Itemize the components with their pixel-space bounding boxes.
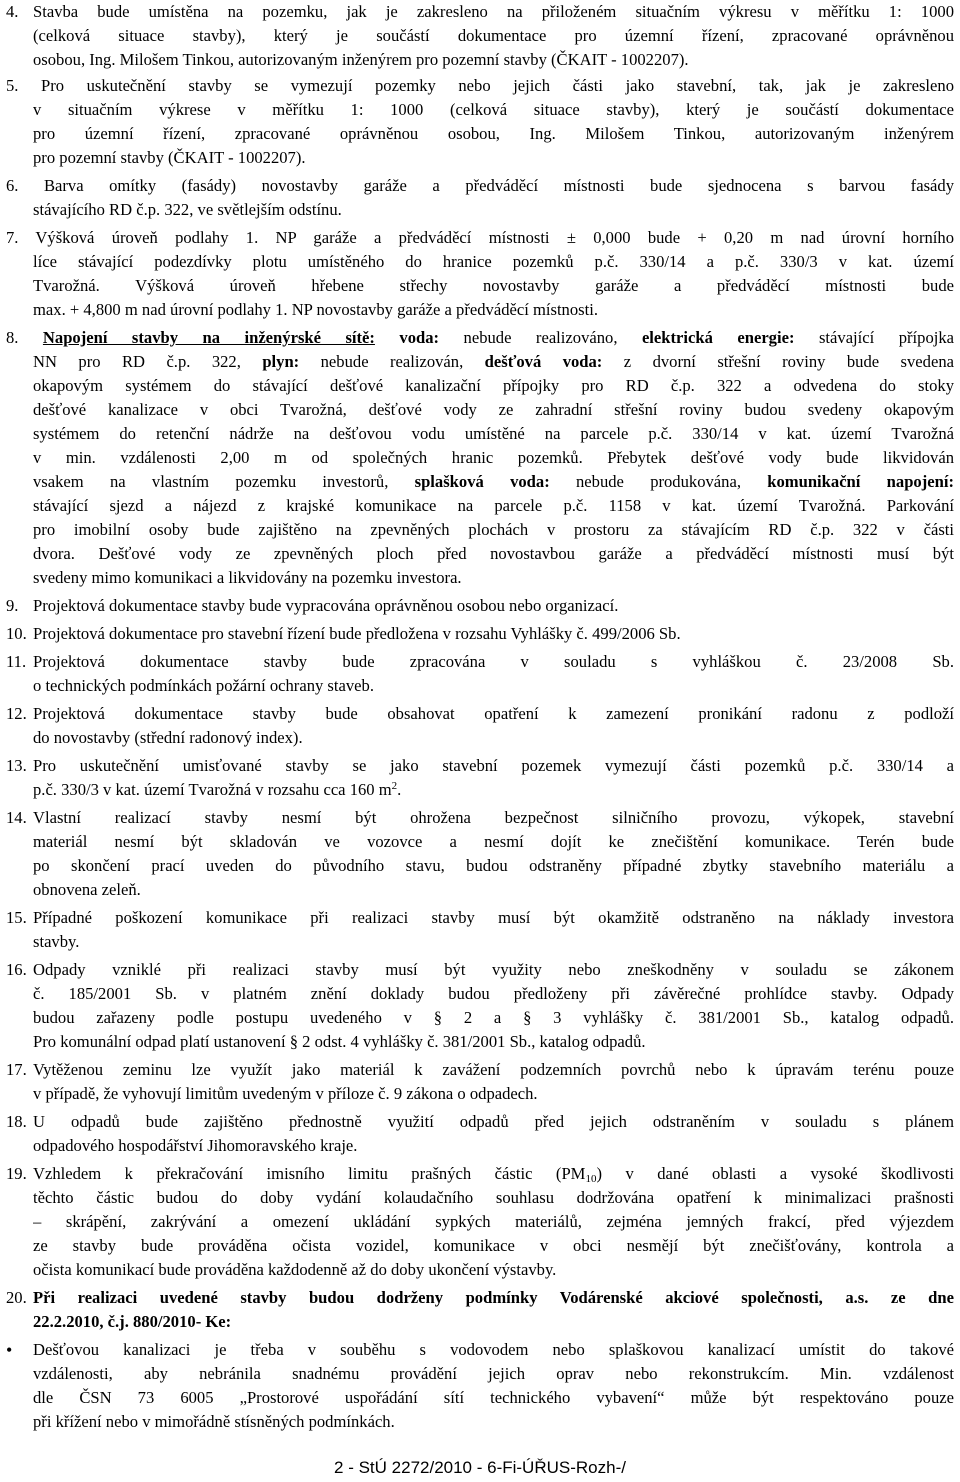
text-line: Vzhledem k překračování imisního limitu prašných částic $(PM_{10})$ v dané oblasti a vysoké škodlivosti [33, 1164, 954, 1185]
text-line: při křížení nebo v mimořádně stísněných podmínkách. [33, 1412, 395, 1431]
text-line: p.č. 330/3 v kat. území Tvarožná v rozsahu cca 160 $m^2$. [33, 780, 402, 799]
text-line: svedeny mimo komunikaci a likvidovány na pozemku investora. [33, 568, 462, 587]
text-line: líce stávající podezdívky plotu umístěného do hranice pozemků p.č. 330/14 a p.č. 330/3 v kat. území [33, 252, 954, 271]
text-line: odpadového hospodářství Jihomoravského kraje. [33, 1136, 358, 1155]
text-line: Stavba bude umístěna na pozemku, jak je zakresleno na přiloženém situačním výkresu v měřítku 1: 1000 [33, 2, 954, 21]
bullet-icon: • [6, 1340, 13, 1360]
text-line: Vlastní realizací stavby nesmí být ohrožena bezpečnost silničního provozu, výkopek, stavební [33, 808, 954, 827]
text-line: osobou, Ing. Milošem Tinkou, autorizovaným inženýrem pro pozemní stavby (ČKAIT - 1002207). [33, 50, 689, 69]
text-line: 5. Pro uskutečnění stavby se vymezují pozemky nebo jejich části jako stavební, tak, jak je zakresleno [6, 76, 954, 95]
text-line: očista komunikací bude prováděna každodenně až do doby ukončení výstavby. [33, 1260, 557, 1279]
text-line: Projektová dokumentace stavby bude vypracována oprávněnou osobou nebo organizací. [33, 596, 619, 615]
item-number: 15. [6, 908, 27, 927]
text-line: Odpady vzniklé při realizaci stavby musí být využity nebo zneškodněny v souladu se zákonem [33, 960, 954, 979]
text-line: dvora. Dešťové vody ze zpevněných ploch před novostavbou garáže a předváděcí místnosti musí být [33, 544, 954, 563]
text-line: max. + 4,800 m nad úrovní podlahy 1. NP novostavby garáže a předváděcí místnosti. [33, 300, 598, 319]
item-number: 14. [6, 808, 27, 827]
text-line: v situačním výkrese v měřítku 1: 1000 (celková situace stavby), který je součástí dokumentace [33, 100, 954, 119]
text-line: NN pro RD č.p. 322, plyn: nebude realizován, dešťová voda: z dvorní střešní roviny bude svedena [33, 352, 954, 371]
text-line: 8. Napojení stavby na inženýrské sítě: voda: nebude realizováno, elektrická energie: stávající přípojka [6, 328, 954, 347]
text-line: v min. vzdálenosti 2,00 m od společných hranic pozemků. Přebytek dešťové vody bude likvidován [33, 448, 954, 467]
text-line: ze stavby bude prováděna očista vozidel, komunikace v obci nesmějí být znečišťovány, kontrola a [33, 1236, 954, 1255]
item-number: 10. [6, 624, 27, 643]
text-line: stávajícího RD č.p. 322, ve světlejším odstínu. [33, 200, 342, 219]
text-line: Vytěženou zeminu lze využít jako materiál k zavážení podzemních povrchů nebo k úpravám terénu pouze [33, 1060, 954, 1079]
item-number: 16. [6, 960, 27, 979]
text-line: okapovým systémem do stávající dešťové kanalizační přípojky pro RD č.p. 322 a odvedena do stoky [33, 376, 954, 395]
item-number: 20. [6, 1288, 27, 1307]
text-line: pro imobilní osoby bude zajištěno na zpevněných plochách v prostoru za stávajícím RD č.p. 322 v části [33, 520, 954, 539]
page-footer: 2 - StÚ 2272/2010 - 6-Fi-ÚŘUS-Rozh-/ [334, 1458, 626, 1477]
text-line: dešťové kanalizace v obci Tvarožná, dešťové vody ze zahradní střešní roviny budou svedeny okapovým [33, 400, 954, 419]
text-line: Pro uskutečnění umisťované stavby se jako stavební pozemek vymezují části pozemků p.č. 330/14 a [33, 756, 954, 775]
item-number: 4. [6, 2, 19, 21]
text-line: těchto částic budou do doby vydání kolaudačního souhlasu dodržována opatření k minimalizaci prašnosti [33, 1188, 954, 1207]
item-number: 19. [6, 1164, 27, 1183]
text-line: 22.2.2010, č.j. 880/2010- Ke: [33, 1312, 232, 1331]
text-line: vzdálenosti, aby nebránila snadnému provádění jejich oprav nebo rekonstrukcím. Min. vzdálenost [33, 1364, 954, 1383]
text-line: v případě, že vyhovují limitům uvedeným v příloze č. 9 zákona o odpadech. [33, 1084, 538, 1103]
text-line: Projektová dokumentace stavby bude obsahovat opatření k zamezení pronikání radonu z podloží [33, 704, 954, 723]
text-line: dle ČSN 73 6005 „Prostorové uspořádání sítí technického vybavení“ může být respektováno pouze [33, 1388, 954, 1407]
item-number: 17. [6, 1060, 27, 1079]
item-number: 13. [6, 756, 27, 775]
text-line: pro pozemní stavby (ČKAIT - 1002207). [33, 148, 306, 167]
text-line: po skončení prací uveden do původního stavu, budou odstraněny případné zbytky stavebního materiálu a [33, 856, 954, 875]
text-line: budou zařazeny podle postupu uvedeného v § 2 a § 3 vyhlášky č. 381/2001 Sb., katalog odpadů. [33, 1008, 954, 1027]
text-line: materiál nesmí být skladován ve vozovce a nesmí dojít ke znečištění komunikace. Terén bude [33, 832, 954, 851]
text-line: (celková situace stavby), který je součástí dokumentace pro územní řízení, zpracované oprávněnou [33, 26, 954, 45]
text-line: stavby. [33, 932, 80, 951]
text-line: Projektová dokumentace pro stavební řízení bude předložena v rozsahu Vyhlášky č. 499/2006 Sb. [33, 624, 681, 643]
text-line: 6. Barva omítky (fasády) novostavby garáže a předváděcí místnosti bude sjednocena s barvou fasády [6, 176, 954, 195]
text-line: pro územní řízení, zpracované oprávněnou osobou, Ing. Milošem Tinkou, autorizovaným inženýrem [33, 124, 954, 143]
text-line: U odpadů bude zajištěno přednostně využití odpadů před jejich odstraněním v souladu s plánem [33, 1112, 954, 1131]
item-number: 12. [6, 704, 27, 723]
text-line: Případné poškození komunikace při realizaci stavby musí být okamžitě odstraněno na náklady investora [33, 908, 954, 927]
text-line: o technických podmínkách požární ochrany staveb. [33, 676, 374, 695]
item-number: 9. [6, 596, 19, 615]
text-line: Pro komunální odpad platí ustanovení § 2 odst. 4 vyhlášky č. 381/2001 Sb., katalog odpadů. [33, 1032, 646, 1051]
text-line: Projektová dokumentace stavby bude zpracována v souladu s vyhláškou č. 23/2008 Sb. [33, 652, 954, 671]
text-line: č. 185/2001 Sb. v platném znění doklady budou předloženy při závěrečné prohlídce stavby. Odpady [33, 984, 954, 1003]
text-line: Tvarožná. Výšková úroveň hřebene střechy novostavby garáže a předváděcí místnosti bude [33, 276, 954, 295]
text-line: 7. Výšková úroveň podlahy 1. NP garáže a předváděcí místnosti ± 0,000 bude + 0,20 m nad úrovní horního [6, 228, 954, 247]
text-line: do novostavby (střední radonový index). [33, 728, 303, 747]
text-line: stávající sjezd a nájezd z krajské komunikace na parcele p.č. 1158 v kat. území Tvarožná. Parkování [33, 496, 954, 515]
text-line: vsakem na vlastním pozemku investorů, splašková voda: nebude produkována, komunikační napojení: [33, 472, 954, 491]
text-line: Při realizaci uvedené stavby budou dodrženy podmínky Vodárenské akciové společnosti, a.s. ze dne [33, 1288, 954, 1307]
text-line: Dešťovou kanalizaci je třeba v souběhu s vodovodem nebo splaškovou kanalizací umístit do takové [33, 1340, 954, 1359]
text-line: systémem do retenční nádrže na dešťovou vodu umístěné na parcele p.č. 330/14 v kat. území Tvarožná [33, 424, 954, 443]
item-number: 11. [6, 652, 27, 671]
item-number: 18. [6, 1112, 27, 1131]
text-line: obnovena zeleň. [33, 880, 141, 899]
text-line: – skrápění, zakrývání a omezení ukládání sypkých materiálů, zejména jemných frakcí, před výjezdem [33, 1212, 954, 1231]
